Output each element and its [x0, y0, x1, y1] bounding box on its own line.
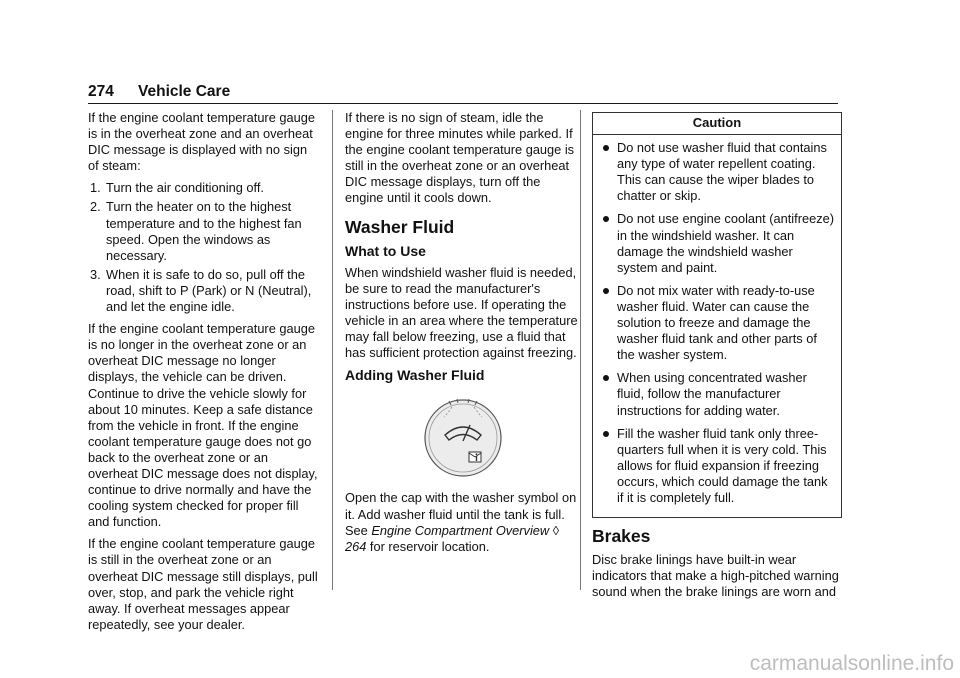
- list-item: [603, 370, 835, 418]
- list-item: [88, 267, 320, 315]
- step-number: 2.: [90, 199, 101, 215]
- bullet-icon: [603, 145, 609, 151]
- bullet-icon: [603, 288, 609, 294]
- heading-washer-fluid: Washer Fluid: [345, 216, 455, 237]
- heading-brakes: Brakes: [592, 526, 651, 547]
- bullet-icon: [603, 216, 609, 222]
- xref-arrow-icon: ◊: [552, 522, 560, 538]
- paragraph: If the engine coolant temperature gauge is still in the overheat zone or an overheat DIC message still displays, pull over, stop, and park the vehicle right away. If overheat messages appear repeatedly, see your dealer.: [88, 536, 318, 632]
- paragraph: Disc brake linings have built-in wear indicators that make a high-pitched warning sound when the brake linings are worn and: [592, 552, 839, 600]
- adding-text: Open the cap with the washer symbol on it. Add washer fluid until the tank is full. See: [345, 490, 577, 538]
- caution-text: When using concentrated washer fluid, follow the manufacturer instructions for adding water.: [617, 370, 807, 418]
- caution-text: Fill the washer fluid tank only three-quarters full when it is very cold. This allows for fluid expansion if freezing occurs, which could damage the tank if it is completely full.: [617, 425, 828, 505]
- list-item: [603, 140, 835, 204]
- steam-steps-list: [88, 180, 320, 315]
- page-number: 274: [88, 83, 114, 100]
- list-item: [88, 180, 320, 196]
- footer: [0, 648, 960, 678]
- subheading-what-to-use: What to Use: [345, 242, 426, 259]
- step-number: 3.: [90, 266, 101, 282]
- column-middle: [345, 110, 580, 561]
- paragraph: If there is no sign of steam, idle the engine for three minutes while parked. If the engine coolant temperature gauge is still in the overheat zone or an overheat DIC message displays, turn off the engine until it cools down.: [345, 110, 575, 206]
- paragraph: If the engine coolant temperature gauge is no longer in the overheat zone or an overheat DIC message no longer displays, the vehicle can be driven. Continue to drive the vehicle slowly for about 10 minutes. Keep a safe distance from the vehicle in front. If the engine coolant temperature gauge does not go back to the overheat zone or an overheat DIC message does not display, continue to drive normally and have the cooling system checked for proper fill and function.: [88, 321, 318, 530]
- watermark[interactable]: carmanualsonline.info: [749, 652, 954, 675]
- caution-box: [592, 112, 842, 518]
- washer-symbol-icon: [418, 393, 508, 479]
- subheading-adding-washer-fluid: Adding Washer Fluid: [345, 367, 485, 384]
- list-item: [603, 211, 835, 275]
- xref-page[interactable]: 264: [345, 538, 367, 554]
- step-number: 1.: [90, 180, 101, 196]
- section-title: Vehicle Care: [138, 83, 231, 100]
- column-divider: [580, 110, 581, 590]
- bullet-icon: [603, 375, 609, 381]
- list-item: [88, 199, 320, 263]
- adding-text-end: for reservoir location.: [369, 538, 490, 554]
- paragraph: When windshield washer fluid is needed, be sure to read the manufacturer's instructions before use. If operating the vehicle in an area where the temperature may fall below freezing, use a fluid that has sufficient protection against freezing.: [345, 264, 578, 361]
- washer-cap-figure: [345, 393, 580, 478]
- caution-list: [593, 135, 841, 517]
- caution-text: Do not mix water with ready-to-use washer fluid. Water can cause the solution to freeze and damage the washer fluid tank and other parts of the washer system.: [617, 282, 817, 363]
- step-text: Turn the heater on to the highest temperature and to the highest fan speed. Open the windows as necessary.: [106, 199, 302, 263]
- xref-link[interactable]: Engine Compartment Overview: [371, 522, 550, 538]
- caution-text: Do not use washer fluid that contains any type of water repellent coating. This can cause the wiper blades to chatter or skip.: [617, 140, 827, 204]
- list-item: [603, 283, 835, 363]
- list-item: [603, 426, 835, 506]
- column-left: [88, 110, 320, 639]
- paragraph-adding: [345, 490, 580, 554]
- bullet-icon: [603, 431, 609, 437]
- page-header: [88, 83, 838, 104]
- caution-title: Caution: [593, 113, 841, 135]
- overheat-intro: If the engine coolant temperature gauge is in the overheat zone and an overheat DIC message is displayed with no sign of steam:: [88, 110, 315, 174]
- step-text: When it is safe to do so, pull off the road, shift to P (Park) or N (Neutral), and let the engine idle.: [106, 266, 312, 315]
- step-text: Turn the air conditioning off.: [106, 180, 264, 196]
- column-divider: [332, 110, 333, 590]
- caution-text: Do not use engine coolant (antifreeze) in the windshield washer. It can damage the windshield washer system and paint.: [617, 211, 834, 275]
- column-right: [592, 110, 842, 606]
